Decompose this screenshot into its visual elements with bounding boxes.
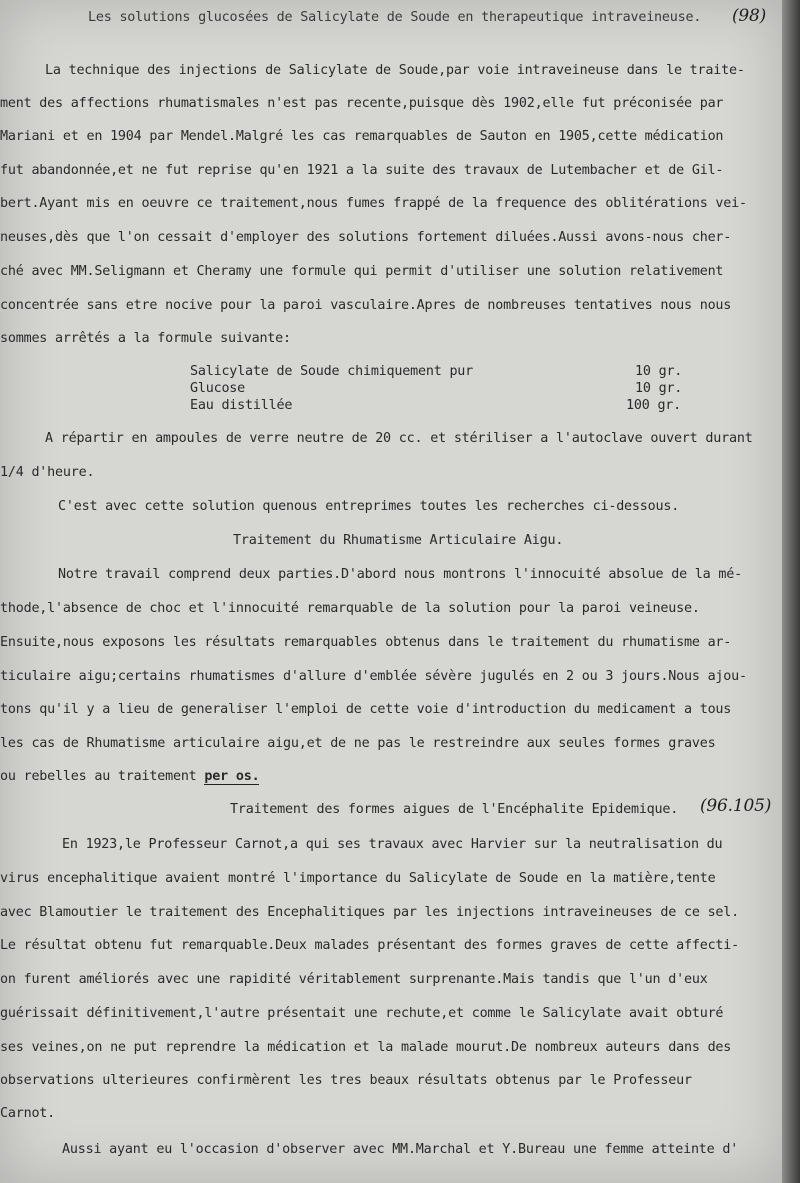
page-reference-top: (98) xyxy=(732,6,767,26)
paragraph-5-line: ses veines,on ne put reprendre la médication et la malade mourut.De nombreux auteurs dans des xyxy=(0,1040,732,1055)
paragraph-1-line: ment des affections rhumatismales n'est pas recente,puisque dès 1902,elle fut préconisée par xyxy=(0,96,724,111)
formula-ingredient: Salicylate de Soude chimiquement pur xyxy=(190,364,474,379)
formula-quantity: 10 gr. xyxy=(635,364,683,379)
paragraph-1-line: ché avec MM.Seligmann et Cheramy une formule qui permit d'utiliser une solution relativement xyxy=(0,264,724,279)
formula-quantity: 100 gr. xyxy=(626,398,682,413)
paragraph-3: C'est avec cette solution quenous entreprimes toutes les recherches ci-dessous. xyxy=(58,499,680,514)
paragraph-5-line: Le résultat obtenu fut remarquable.Deux malades présentant des formes graves de cette affecti- xyxy=(0,938,740,953)
paragraph-5-line: guérissait définitivement,l'autre présentait une rechute,et comme le Salicylate avait obturé xyxy=(0,1006,724,1021)
paragraph-4-line xyxy=(0,769,259,784)
section-heading-encephalite: Traitement des formes aigues de l'Encéphalite Epidemique. xyxy=(230,802,679,817)
paragraph-5-line: En 1923,le Professeur Carnot,a qui ses travaux avec Harvier sur la neutralisation du xyxy=(62,837,723,852)
paragraph-1-line: La technique des injections de Salicylate de Soude,par voie intraveineuse dans le traite- xyxy=(45,63,745,78)
per-os-underlined: per os. xyxy=(204,769,260,784)
paragraph-4-line: thode,l'absence de choc et l'innocuité remarquable de la solution pour la paroi veineuse. xyxy=(0,601,700,616)
paragraph-2-line: A répartir en ampoules de verre neutre de 20 cc. et stériliser a l'autoclave ouvert durant xyxy=(45,431,753,446)
paragraph-5-line: avec Blamoutier le traitement des Encephalitiques par les injections intraveineuses de ce sel. xyxy=(0,905,740,920)
paragraph-4-line: ticulaire aigu;certains rhumatismes d'allure d'emblée sévère jugulés en 2 ou 3 jours.Nous ajou- xyxy=(0,669,747,684)
paragraph-1-line: Mariani et en 1904 par Mendel.Malgré les cas remarquables de Sauton en 1905,cette médication xyxy=(0,129,724,144)
paragraph-4-line: Notre travail comprend deux parties.D'abord nous montrons l'innocuité absolue de la mé- xyxy=(58,567,742,582)
page-edge xyxy=(782,0,800,1183)
document-title: Les solutions glucosées de Salicylate de Soude en therapeutique intraveineuse. xyxy=(88,10,702,25)
paragraph-1-line: bert.Ayant mis en oeuvre ce traitement,nous fumes frappé de la frequence des oblitérations vei- xyxy=(0,196,747,211)
paragraph-5-line: observations ulterieures confirmèrent les tres beaux résultats obtenus par le Professeur xyxy=(0,1073,692,1088)
paragraph-6: Aussi ayant eu l'occasion d'observer avec MM.Marchal et Y.Bureau une femme atteinte d' xyxy=(62,1142,739,1157)
paragraph-4-text: ou rebelles au traitement xyxy=(0,769,197,784)
formula-ingredient: Glucose xyxy=(190,381,246,396)
section-heading-rhumatisme: Traitement du Rhumatisme Articulaire Aigu. xyxy=(233,533,564,548)
paragraph-5-line: virus encephalitique avaient montré l'importance du Salicylate de Soude en la matière,tente xyxy=(0,871,716,886)
page-reference-mid: (96.105) xyxy=(700,796,772,816)
paragraph-1-line: fut abandonnée,et ne fut reprise qu'en 1921 a la suite des travaux de Lutembacher et de Gil- xyxy=(0,163,724,178)
paragraph-4-line: les cas de Rhumatisme articulaire aigu,et de ne pas le restreindre aux seules formes graves xyxy=(0,736,716,751)
paragraph-4-line: Ensuite,nous exposons les résultats remarquables obtenus dans le traitement du rhumatisme ar- xyxy=(0,635,732,650)
paragraph-1-line: concentrée sans etre nocive pour la paroi vasculaire.Apres de nombreuses tentatives nous nous xyxy=(0,298,732,313)
paragraph-1-line: neuses,dès que l'on cessait d'employer des solutions fortement diluées.Aussi avons-nous cher- xyxy=(0,230,732,245)
paragraph-2-line: 1/4 d'heure. xyxy=(0,465,95,480)
formula-ingredient: Eau distillée xyxy=(190,398,293,413)
paragraph-1-line: sommes arrêtés a la formule suivante: xyxy=(0,331,291,346)
formula-quantity: 10 gr. xyxy=(635,381,683,396)
paragraph-5-line: on furent améliorés avec une rapidité véritablement surprenante.Mais tandis que l'un d'eux xyxy=(0,972,708,987)
paragraph-4-line: tons qu'il y a lieu de generaliser l'emploi de cette voie d'introduction du medicament a tous xyxy=(0,702,732,717)
paragraph-5-line: Carnot. xyxy=(0,1106,56,1121)
